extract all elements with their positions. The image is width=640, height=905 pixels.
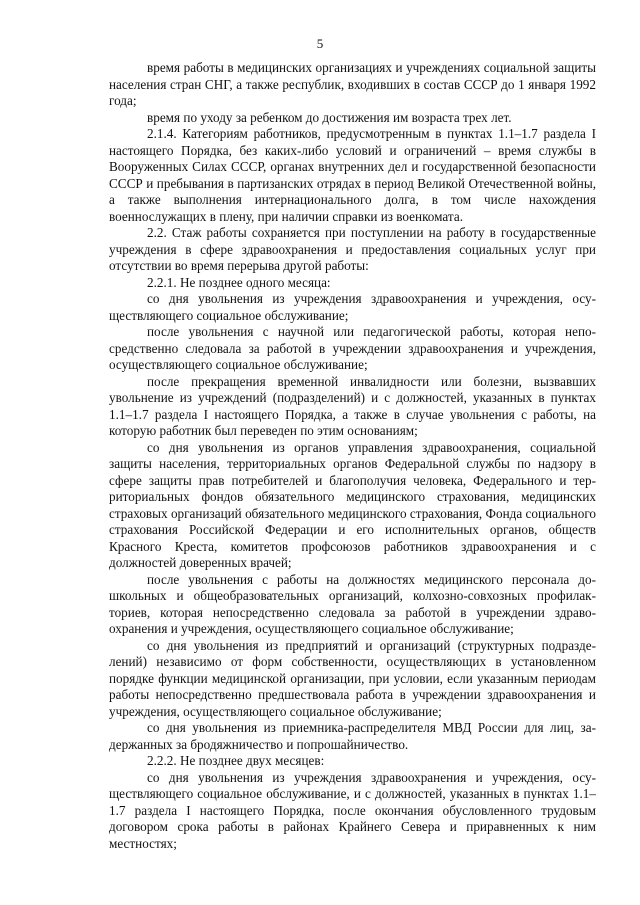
paragraph-13: 2.2.2. Не позднее двух месяцев: (147, 753, 325, 768)
paragraph-4: 2.2. Стаж работы сохраняется при поступлении на работу в государственные учреждения в сфере здравоохранения и предоставления социальных услуг при отсутствии во время перерыва другой работы: (109, 225, 596, 273)
paragraph-2: время по уходу за ребенком до достижения им возраста трех лет. (147, 109, 512, 125)
page-number: 5 (316, 36, 324, 51)
paragraph-6: со дня увольнения из учреждения здравоохранения и учреждения, осуществляющего социальное обслуживание; (109, 291, 596, 323)
paragraph-7: после увольнения с научной или педагогической работы, которая непосредственно следовала за работой в учреждении здравоохранения и учреждения, осуществляющего социальное обслуживание; (109, 324, 596, 372)
paragraph-12: со дня увольнения из приемника-распределителя МВД России для лиц, задержанных за бродяжничество и попрошайничество. (109, 720, 596, 752)
document-body (109, 60, 596, 852)
paragraph-9: со дня увольнения из органов управления здравоохранения, социальной защиты населения, территориальных органов Федеральной службы по надзору в сфере защиты прав потребителей и благополучия человека, Федерального и территориальных фондов обязательного медицинского страхования, медицинских страховых организаций обязательного медицинского страхования, Фонда социального страхования Российской Федерации и его исполнительных органов, обществ Красного Креста, комитетов профсоюзов работников здравоохранения и с должностей доверенных врачей; (109, 439, 596, 570)
paragraph-11: со дня увольнения из предприятий и организаций (структурных подразделений) независимо от форм собственности, осуществляющих в установленном порядке функции медицинской организации, при условии, если указанным периодам работы непосредственно предшествовала работа в учреждении здравоохранения и учреждения, осуществляющего социальное обслуживание; (109, 637, 596, 719)
paragraph-5: 2.2.1. Не позднее одного месяца: (147, 274, 331, 290)
paragraph-14: со дня увольнения из учреждения здравоохранения и учреждения, осуществляющего социальное обслуживание, и с должностей, указанных в пунктах 1.1–1.7 раздела I настоящего Порядка, после окончания обусловленного трудовым договором срока работы в районах Крайнего Севера и приравненных к ним местностях; (109, 769, 596, 851)
paragraph-3: 2.1.4. Категориям работников, предусмотренным в пунктах 1.1–1.7 раздела I настоящего Порядка, без каких-либо условий и ограничений – время службы в Вооруженных Силах СССР, органах внутренних дел и государственной безопасности СССР и пребывания в партизанских отрядах в период Великой Отечественной войны, а также выполнения интернационального долга, в том числе нахождения военнослужащих в плену, при наличии справки из военкомата. (109, 126, 596, 224)
paragraph-10: после увольнения с работы на должностях медицинского персонала дошкольных и общеобразовательных организаций, колхозно-совхозных профилакториев, которая непосредственно следовала за работой в учреждении здравоохранения и учреждения, осуществляющего социальное обслуживание; (109, 571, 596, 636)
paragraph-8: после прекращения временной инвалидности или болезни, вызвавших увольнение из учреждений (подразделений) и с должностей, указанных в пунктах 1.1–1.7 раздела I настоящего Порядка, а также в случае увольнения с работы, на которую работник был переведен по этим основаниям; (109, 373, 596, 438)
paragraph-1: время работы в медицинских организациях и учреждениях социальной защиты населения стран СНГ, а также республик, входивших в состав СССР до 1 января 1992 года; (109, 60, 596, 108)
